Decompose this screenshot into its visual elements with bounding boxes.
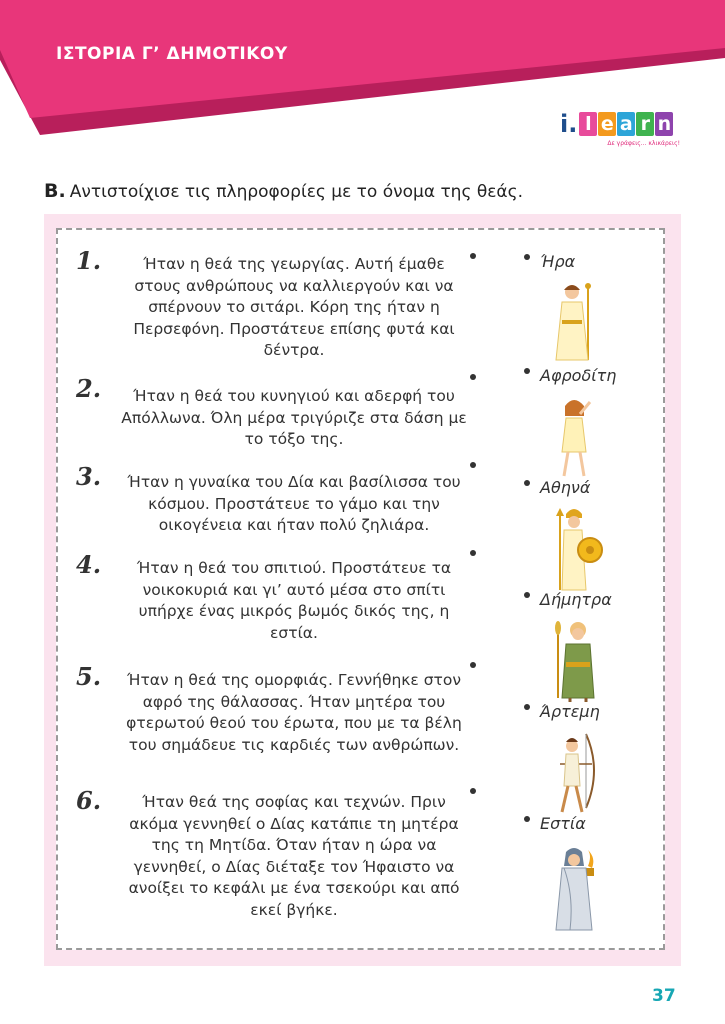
item-text: Ήταν η θεά της γεωργίας. Αυτή έμαθε στους ανθρώπους να καλλιεργούν και να σπέρνουν το σιτάρι. Κόρη της ήταν η Περσεφόνη. Προστάτευε επίσης φυτά και δέντρα.: [133, 255, 455, 359]
goddess-name: Άρτεμη: [540, 702, 600, 721]
match-point-left[interactable]: [470, 253, 476, 259]
exercise-panel: [44, 214, 681, 966]
logo-letter: l: [579, 112, 597, 136]
match-point-left[interactable]: [470, 374, 476, 380]
match-point-left[interactable]: [470, 662, 476, 668]
exercise-label: Β.: [44, 180, 66, 202]
page-number: 37: [652, 986, 676, 1006]
match-point-right[interactable]: [524, 368, 530, 374]
match-point-right[interactable]: [524, 480, 530, 486]
item-number: 2.: [76, 374, 102, 403]
aphrodite-figure-icon: [550, 396, 600, 480]
goddess-name: Εστία: [540, 814, 586, 833]
matching-area: [56, 228, 665, 950]
athena-figure-icon: [550, 506, 606, 592]
ilearn-logo: [560, 110, 680, 152]
item-number: 3.: [76, 462, 102, 491]
item-number: 5.: [76, 662, 102, 691]
match-point-left[interactable]: [470, 788, 476, 794]
item-number: 1.: [76, 246, 102, 275]
goddess-name: Αφροδίτη: [540, 366, 617, 385]
match-point-left[interactable]: [470, 462, 476, 468]
goddess-option[interactable]: [524, 366, 616, 385]
goddess-option[interactable]: [524, 478, 590, 497]
match-point-left[interactable]: [470, 550, 476, 556]
goddess-name: Ήρα: [540, 252, 576, 271]
match-point-right[interactable]: [524, 592, 530, 598]
logo-letter: e: [598, 112, 616, 136]
goddess-option[interactable]: [524, 252, 575, 271]
goddess-option[interactable]: [524, 590, 612, 609]
exercise-instruction: [44, 180, 523, 202]
item-text: Ήταν η θεά της ομορφιάς. Γεννήθηκε στον αφρό της θάλασσας. Ήταν μητέρα του φτερωτού θεού του έρωτα, που με τα βέλη του σημάδευε τις καρδιές των ανθρώπων.: [126, 671, 462, 754]
logo-letter: r: [636, 112, 654, 136]
item-text: Ήταν η θεά του κυνηγιού και αδερφή του Απόλλωνα. Όλη μέρα τριγύριζε στα δάση με το τόξο της.: [121, 387, 467, 448]
instruction-text: Αντιστοίχισε τις πληροφορίες με το όνομα της θεάς.: [69, 182, 524, 202]
goddess-option[interactable]: [524, 814, 586, 833]
logo-letter: a: [617, 112, 635, 136]
subject-title: ΙΣΤΟΡΙΑ Γ’ ΔΗΜΟΤΙΚΟΥ: [56, 44, 288, 64]
goddess-name: Αθηνά: [540, 478, 591, 497]
item-number: 6.: [76, 786, 102, 815]
match-point-right[interactable]: [524, 816, 530, 822]
hera-figure-icon: [550, 280, 600, 364]
goddess-name: Δήμητρα: [540, 590, 612, 609]
goddess-option[interactable]: [524, 702, 600, 721]
item-text: Ήταν η γυναίκα του Δία και βασίλισσα του κόσμου. Προστάτευε το γάμο και την οικογένεια και ήταν πολύ ζηλιάρα.: [127, 473, 461, 534]
artemis-figure-icon: [546, 730, 606, 816]
match-point-right[interactable]: [524, 254, 530, 260]
item-number: 4.: [76, 550, 102, 579]
item-text: Ήταν θεά της σοφίας και τεχνών. Πριν ακόμα γεννηθεί ο Δίας κατάπιε τη μητέρα της τη Μητίδα. Όταν ήταν η ώρα να γεννηθεί, ο Δίας διέταξε τον Ήφαιστο να ανοίξει το κεφάλι με ένα τσεκούρι και από εκεί βγήκε.: [128, 793, 460, 919]
logo-tagline: Δε γράφεις... κλικάρεις!: [607, 140, 680, 147]
demeter-figure-icon: [550, 618, 604, 704]
logo-i: i.: [560, 110, 578, 138]
match-point-right[interactable]: [524, 704, 530, 710]
item-text: Ήταν η θεά του σπιτιού. Προστάτευε τα νοικοκυριά και γι’ αυτό μέσα στο σπίτι υπήρχε ένας μικρός βωμός δικός της, η εστία.: [136, 559, 452, 642]
logo-letter: n: [655, 112, 673, 136]
hestia-figure-icon: [550, 846, 604, 932]
